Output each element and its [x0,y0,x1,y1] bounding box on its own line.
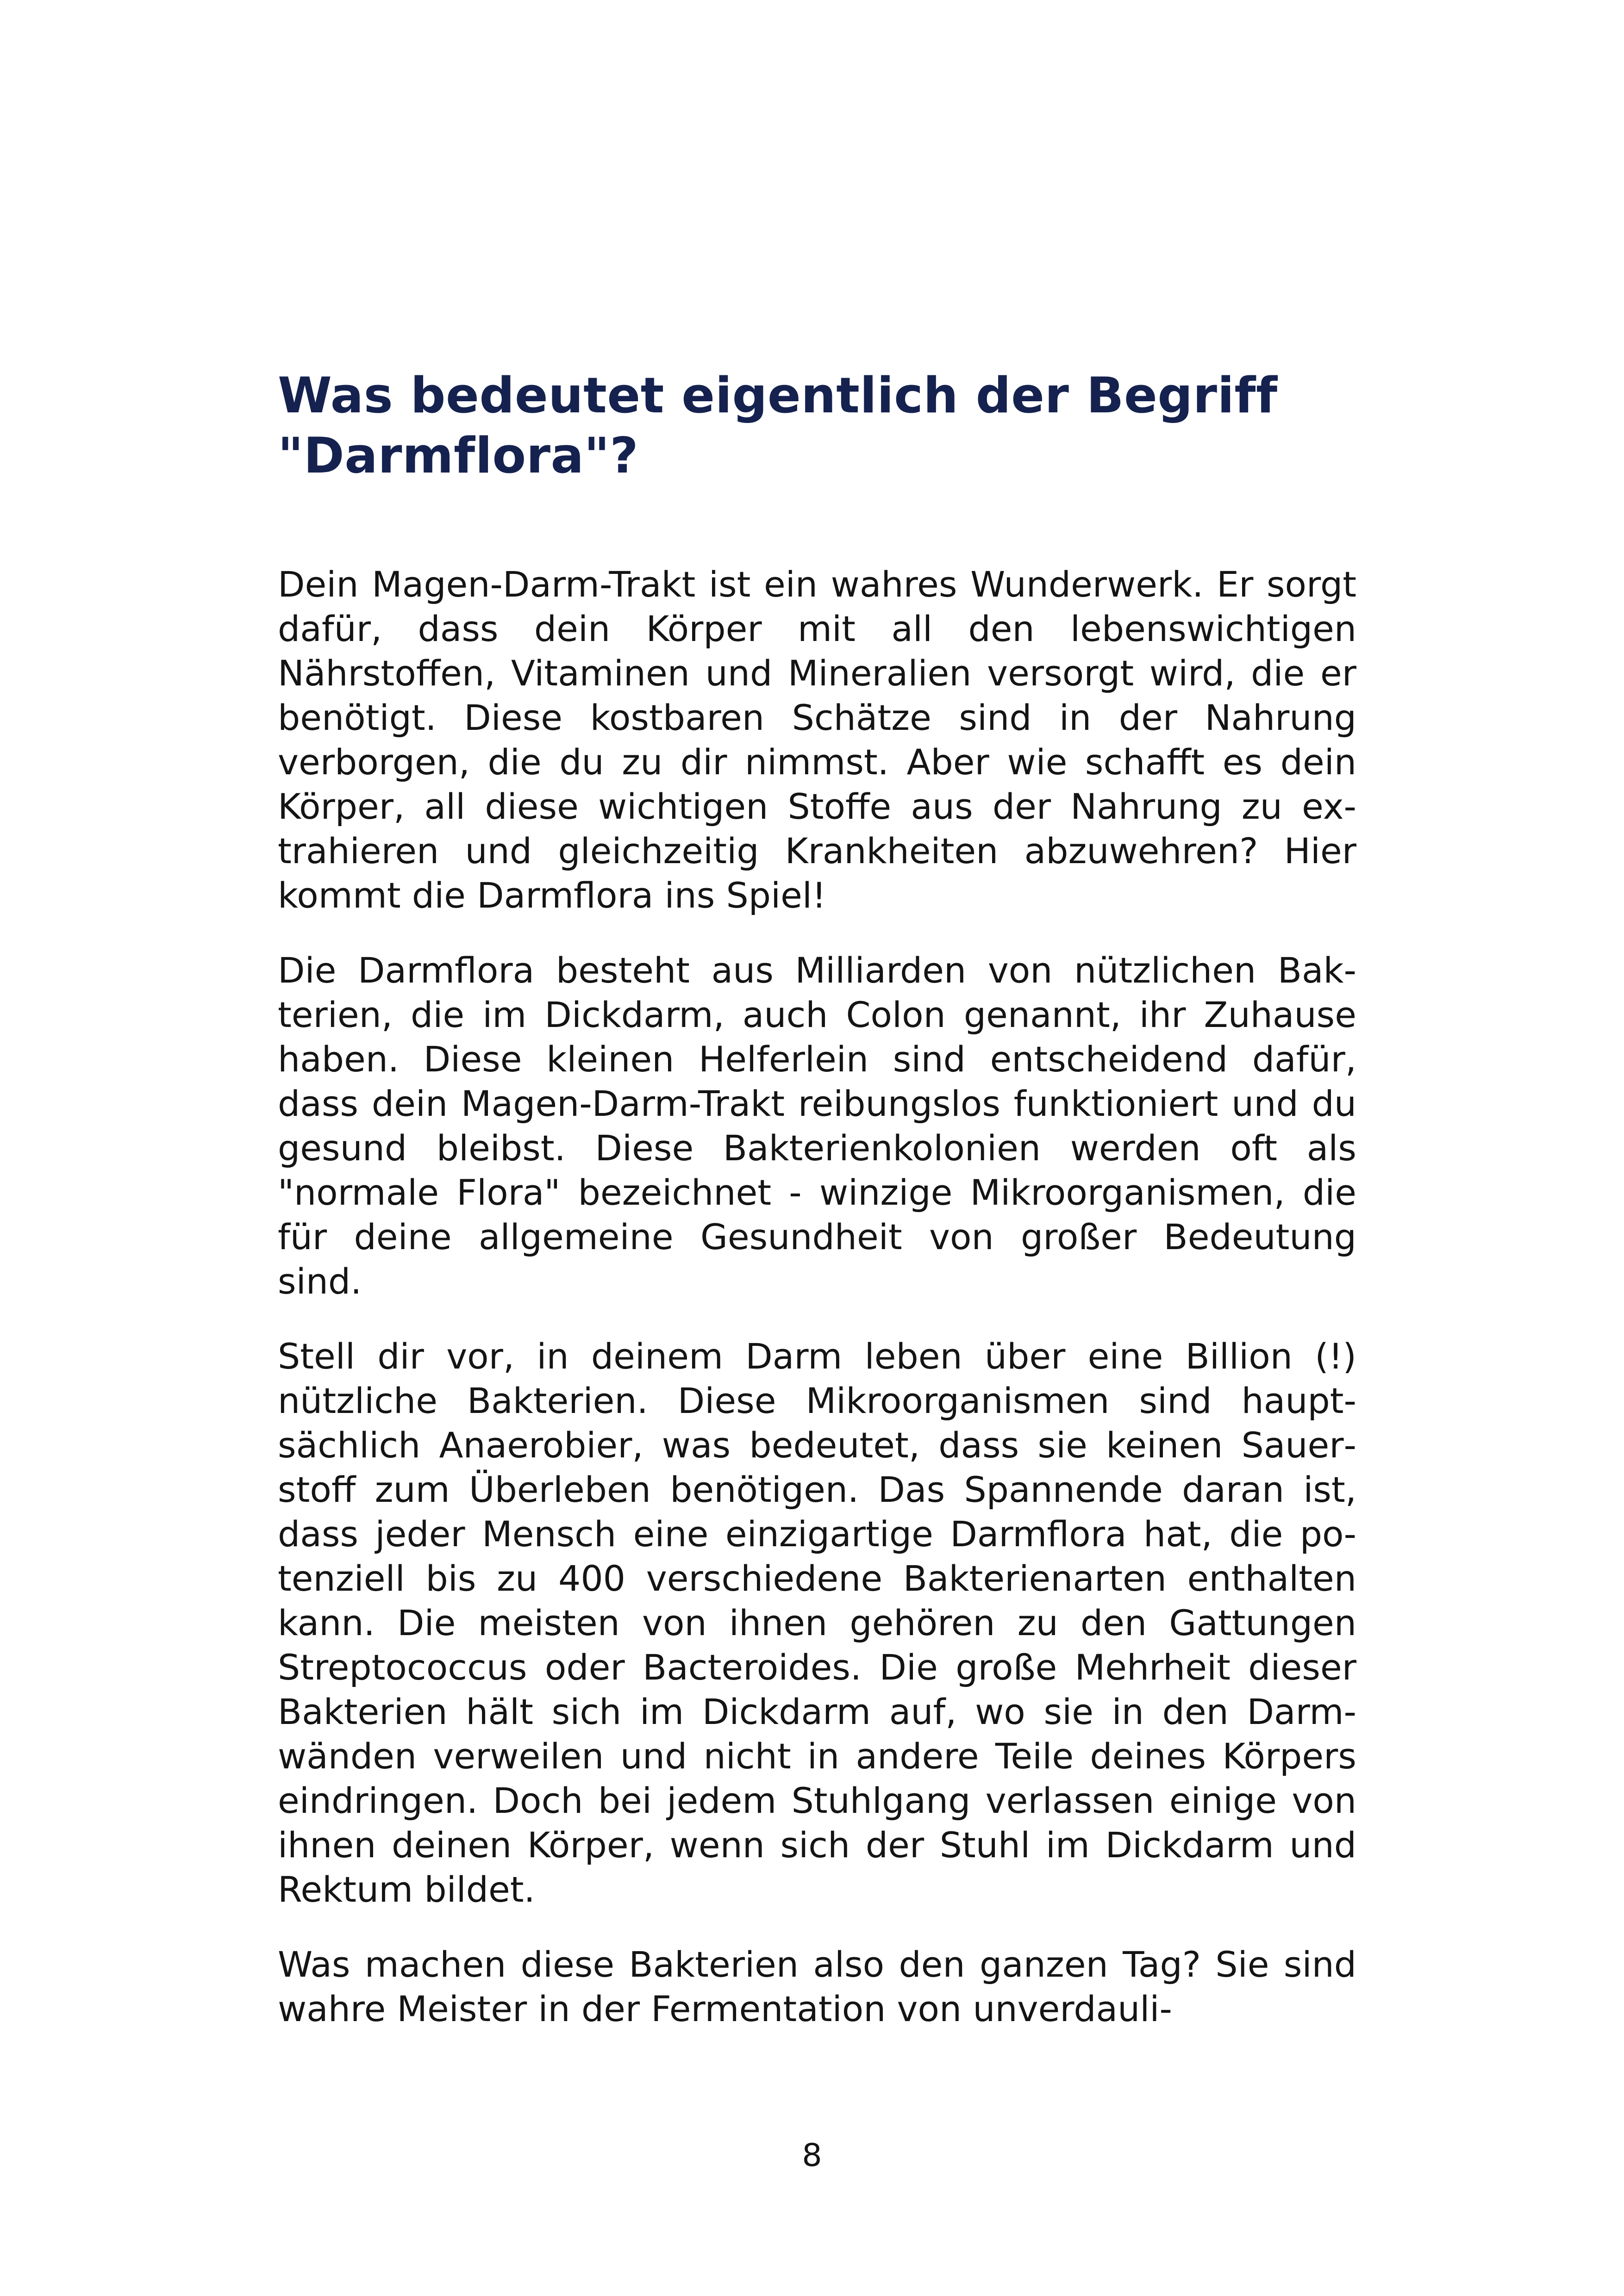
page-content [278,366,1356,2062]
paragraph-intro: Dein Magen-Darm-Trakt ist ein wahres Wunderwerk. Er sorgt dafür, dass dein Körper mit all den lebenswichtigen Nährstoffen, Vitaminen und Mineralien versorgt wird, die er benötigt. Diese kostbaren Schätze sind in der Nahrung verborgen, die du zu dir nimmst. Aber wie schafft es dein Körper, all diese wichtigen Stoffe aus der Nahrung zu extrahieren und gleichzeitig Krankheiten abzuwehren? Hier kommt die Darmflora ins Spiel! [278,564,1356,916]
paragraph-bakterien: Stell dir vor, in deinem Darm leben über eine Billion (!) nützliche Bakterien. Diese Mikroorganismen sind hauptsächlich Anaerobier, was bedeutet, dass sie keinen Sauerstoff zum Überleben benötigen. Das Spannende daran ist, dass jeder Mensch eine einzigartige Darmflora hat, die potenziell bis zu 400 verschiedene Bakterienarten enthalten kann. Die meisten von ihnen gehören zu den Gattungen Streptococcus oder Bacteroides. Die große Mehrheit dieser Bakterien hält sich im Dickdarm auf, wo sie in den Darmwänden verweilen und nicht in andere Teile deines Körpers eindringen. Doch bei jedem Stuhlgang verlassen einige von ihnen deinen Körper, wenn sich der Stuhl im Dickdarm und Rektum bildet. [278,1336,1356,1910]
chapter-heading: Was bedeutet eigentlich der Begriff "Darmflora"? [278,367,1278,484]
page-number: 8 [802,2137,822,2174]
paragraph-fermentation: Was machen diese Bakterien also den ganzen Tag? Sie sind wahre Meister in der Fermentation von unverdauli- [278,1944,1356,2029]
paragraph-darmflora: Die Darmflora besteht aus Milliarden von nützlichen Bakterien, die im Dickdarm, auch Colon genannt, ihr Zuhause haben. Diese kleinen Helferlein sind entscheidend dafür, dass dein Magen-Darm-Trakt reibungslos funktioniert und du gesund bleibst. Diese Bakterienkolonien werden oft als "normale Flora" bezeichnet - winzige Mikroorganismen, die für deine allgemeine Gesundheit von großer Bedeutung sind. [278,950,1356,1302]
body-text [278,562,1356,2031]
